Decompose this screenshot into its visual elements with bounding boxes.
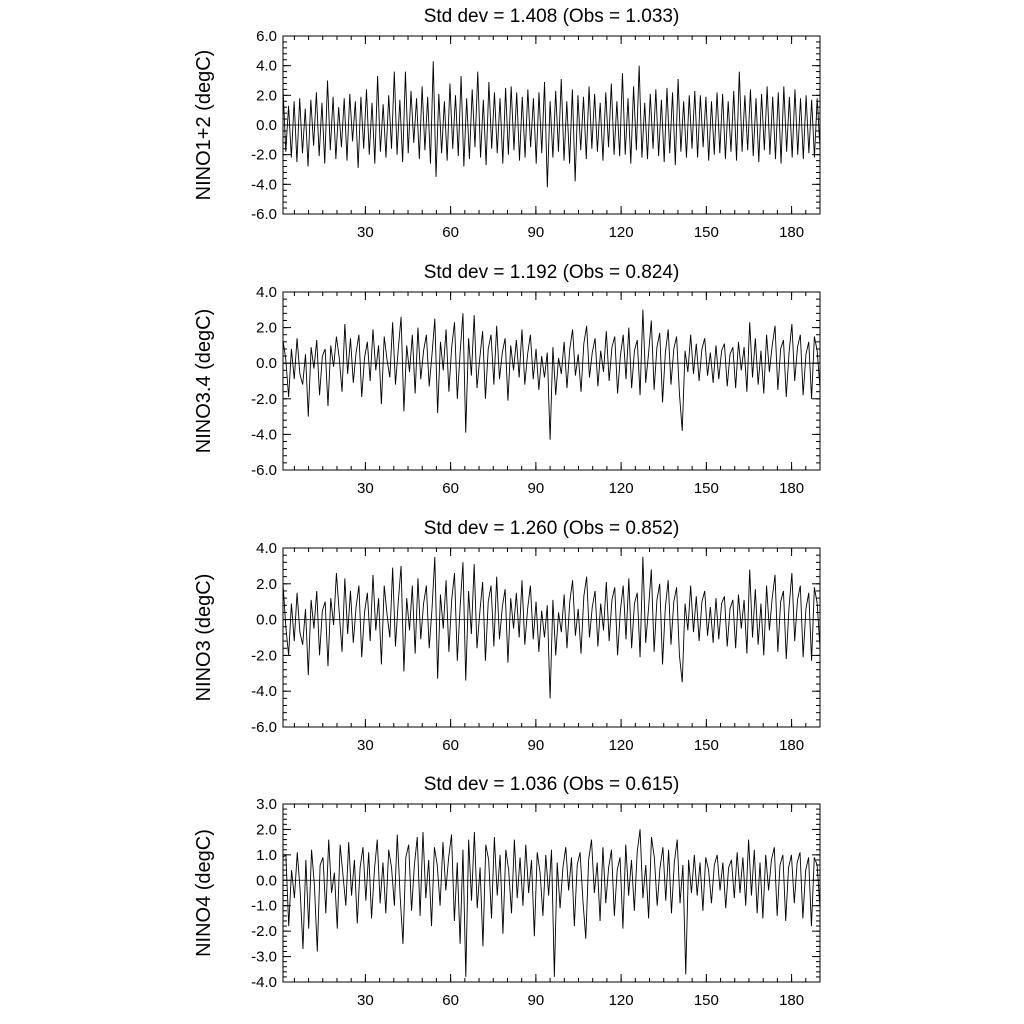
- x-tick-label: 30: [357, 737, 374, 754]
- series-line-nino3-4: [283, 310, 820, 440]
- chart-panel-2: [193, 262, 820, 497]
- y-tick-label: 2.0: [256, 319, 277, 337]
- x-tick-label: 60: [442, 737, 459, 754]
- y-tick-label: -2.0: [251, 390, 277, 408]
- x-tick-label: 90: [527, 480, 545, 497]
- x-tick-label: 150: [693, 737, 719, 754]
- x-tick-label: 150: [693, 992, 719, 1009]
- x-tick-label: 30: [357, 992, 374, 1009]
- y-tick-label: -6.0: [251, 206, 277, 223]
- y-tick-label: 0.0: [256, 117, 277, 134]
- plot-frame: [283, 804, 820, 982]
- y-tick-label: -2.0: [251, 647, 277, 665]
- y-axis-label: NINO4 (degC): [193, 829, 215, 957]
- series-line-nino3: [283, 557, 820, 698]
- x-tick-label: 90: [527, 224, 545, 241]
- y-axis-label: NINO3 (degC): [193, 573, 215, 702]
- x-tick-label: 180: [779, 224, 805, 241]
- x-tick-label: 30: [357, 480, 374, 497]
- y-tick-label: -1.0: [251, 897, 277, 915]
- y-tick-label: 4.0: [256, 57, 277, 75]
- chart-title: Std dev = 1.408 (Obs = 1.033): [423, 6, 680, 27]
- chart-title: Std dev = 1.260 (Obs = 0.852): [423, 518, 680, 539]
- x-tick-label: 120: [608, 992, 634, 1009]
- y-tick-label: 4.0: [256, 540, 277, 557]
- chart-panel-3: [193, 518, 820, 754]
- y-tick-label: 3.0: [256, 796, 277, 813]
- y-tick-label: -4.0: [251, 426, 277, 444]
- y-tick-label: -4.0: [251, 683, 277, 701]
- x-tick-label: 120: [608, 737, 634, 754]
- y-tick-label: -4.0: [251, 176, 277, 194]
- series-line-nino4: [283, 829, 820, 976]
- chart-title: Std dev = 1.192 (Obs = 0.824): [423, 262, 680, 283]
- x-tick-label: 150: [693, 224, 719, 241]
- y-tick-label: 0.0: [256, 355, 277, 373]
- y-tick-label: -2.0: [251, 923, 277, 941]
- x-tick-label: 120: [608, 480, 634, 497]
- y-tick-label: 2.0: [256, 87, 277, 105]
- x-tick-label: 180: [779, 992, 805, 1009]
- x-tick-label: 180: [779, 737, 805, 754]
- x-tick-label: 120: [608, 224, 634, 241]
- x-tick-label: 60: [442, 992, 459, 1009]
- y-tick-label: 1.0: [256, 846, 277, 864]
- x-tick-label: 150: [693, 480, 719, 497]
- y-tick-label: 6.0: [256, 28, 277, 45]
- series-line-nino1-2: [283, 61, 820, 187]
- y-tick-label: -3.0: [251, 948, 277, 966]
- x-tick-label: 60: [442, 480, 459, 497]
- x-tick-label: 30: [357, 224, 374, 241]
- y-tick-label: 2.0: [256, 821, 277, 839]
- chart-panel-1: [193, 6, 820, 241]
- y-tick-label: 4.0: [256, 284, 277, 301]
- y-tick-label: 2.0: [256, 575, 277, 593]
- chart-panel-4: [193, 774, 820, 1009]
- y-tick-label: -6.0: [251, 462, 277, 479]
- chart-title: Std dev = 1.036 (Obs = 0.615): [423, 774, 680, 795]
- x-tick-label: 90: [527, 737, 545, 754]
- y-tick-label: 0.0: [256, 872, 277, 890]
- x-tick-label: 90: [527, 992, 545, 1009]
- y-tick-label: -4.0: [251, 974, 277, 991]
- y-tick-label: 0.0: [256, 611, 277, 629]
- y-axis-label: NINO1+2 (degC): [193, 49, 215, 201]
- x-tick-label: 60: [442, 224, 459, 241]
- y-axis-label: NINO3.4 (degC): [193, 308, 215, 454]
- y-tick-label: -6.0: [251, 719, 277, 736]
- x-tick-label: 180: [779, 480, 805, 497]
- y-tick-label: -2.0: [251, 146, 277, 164]
